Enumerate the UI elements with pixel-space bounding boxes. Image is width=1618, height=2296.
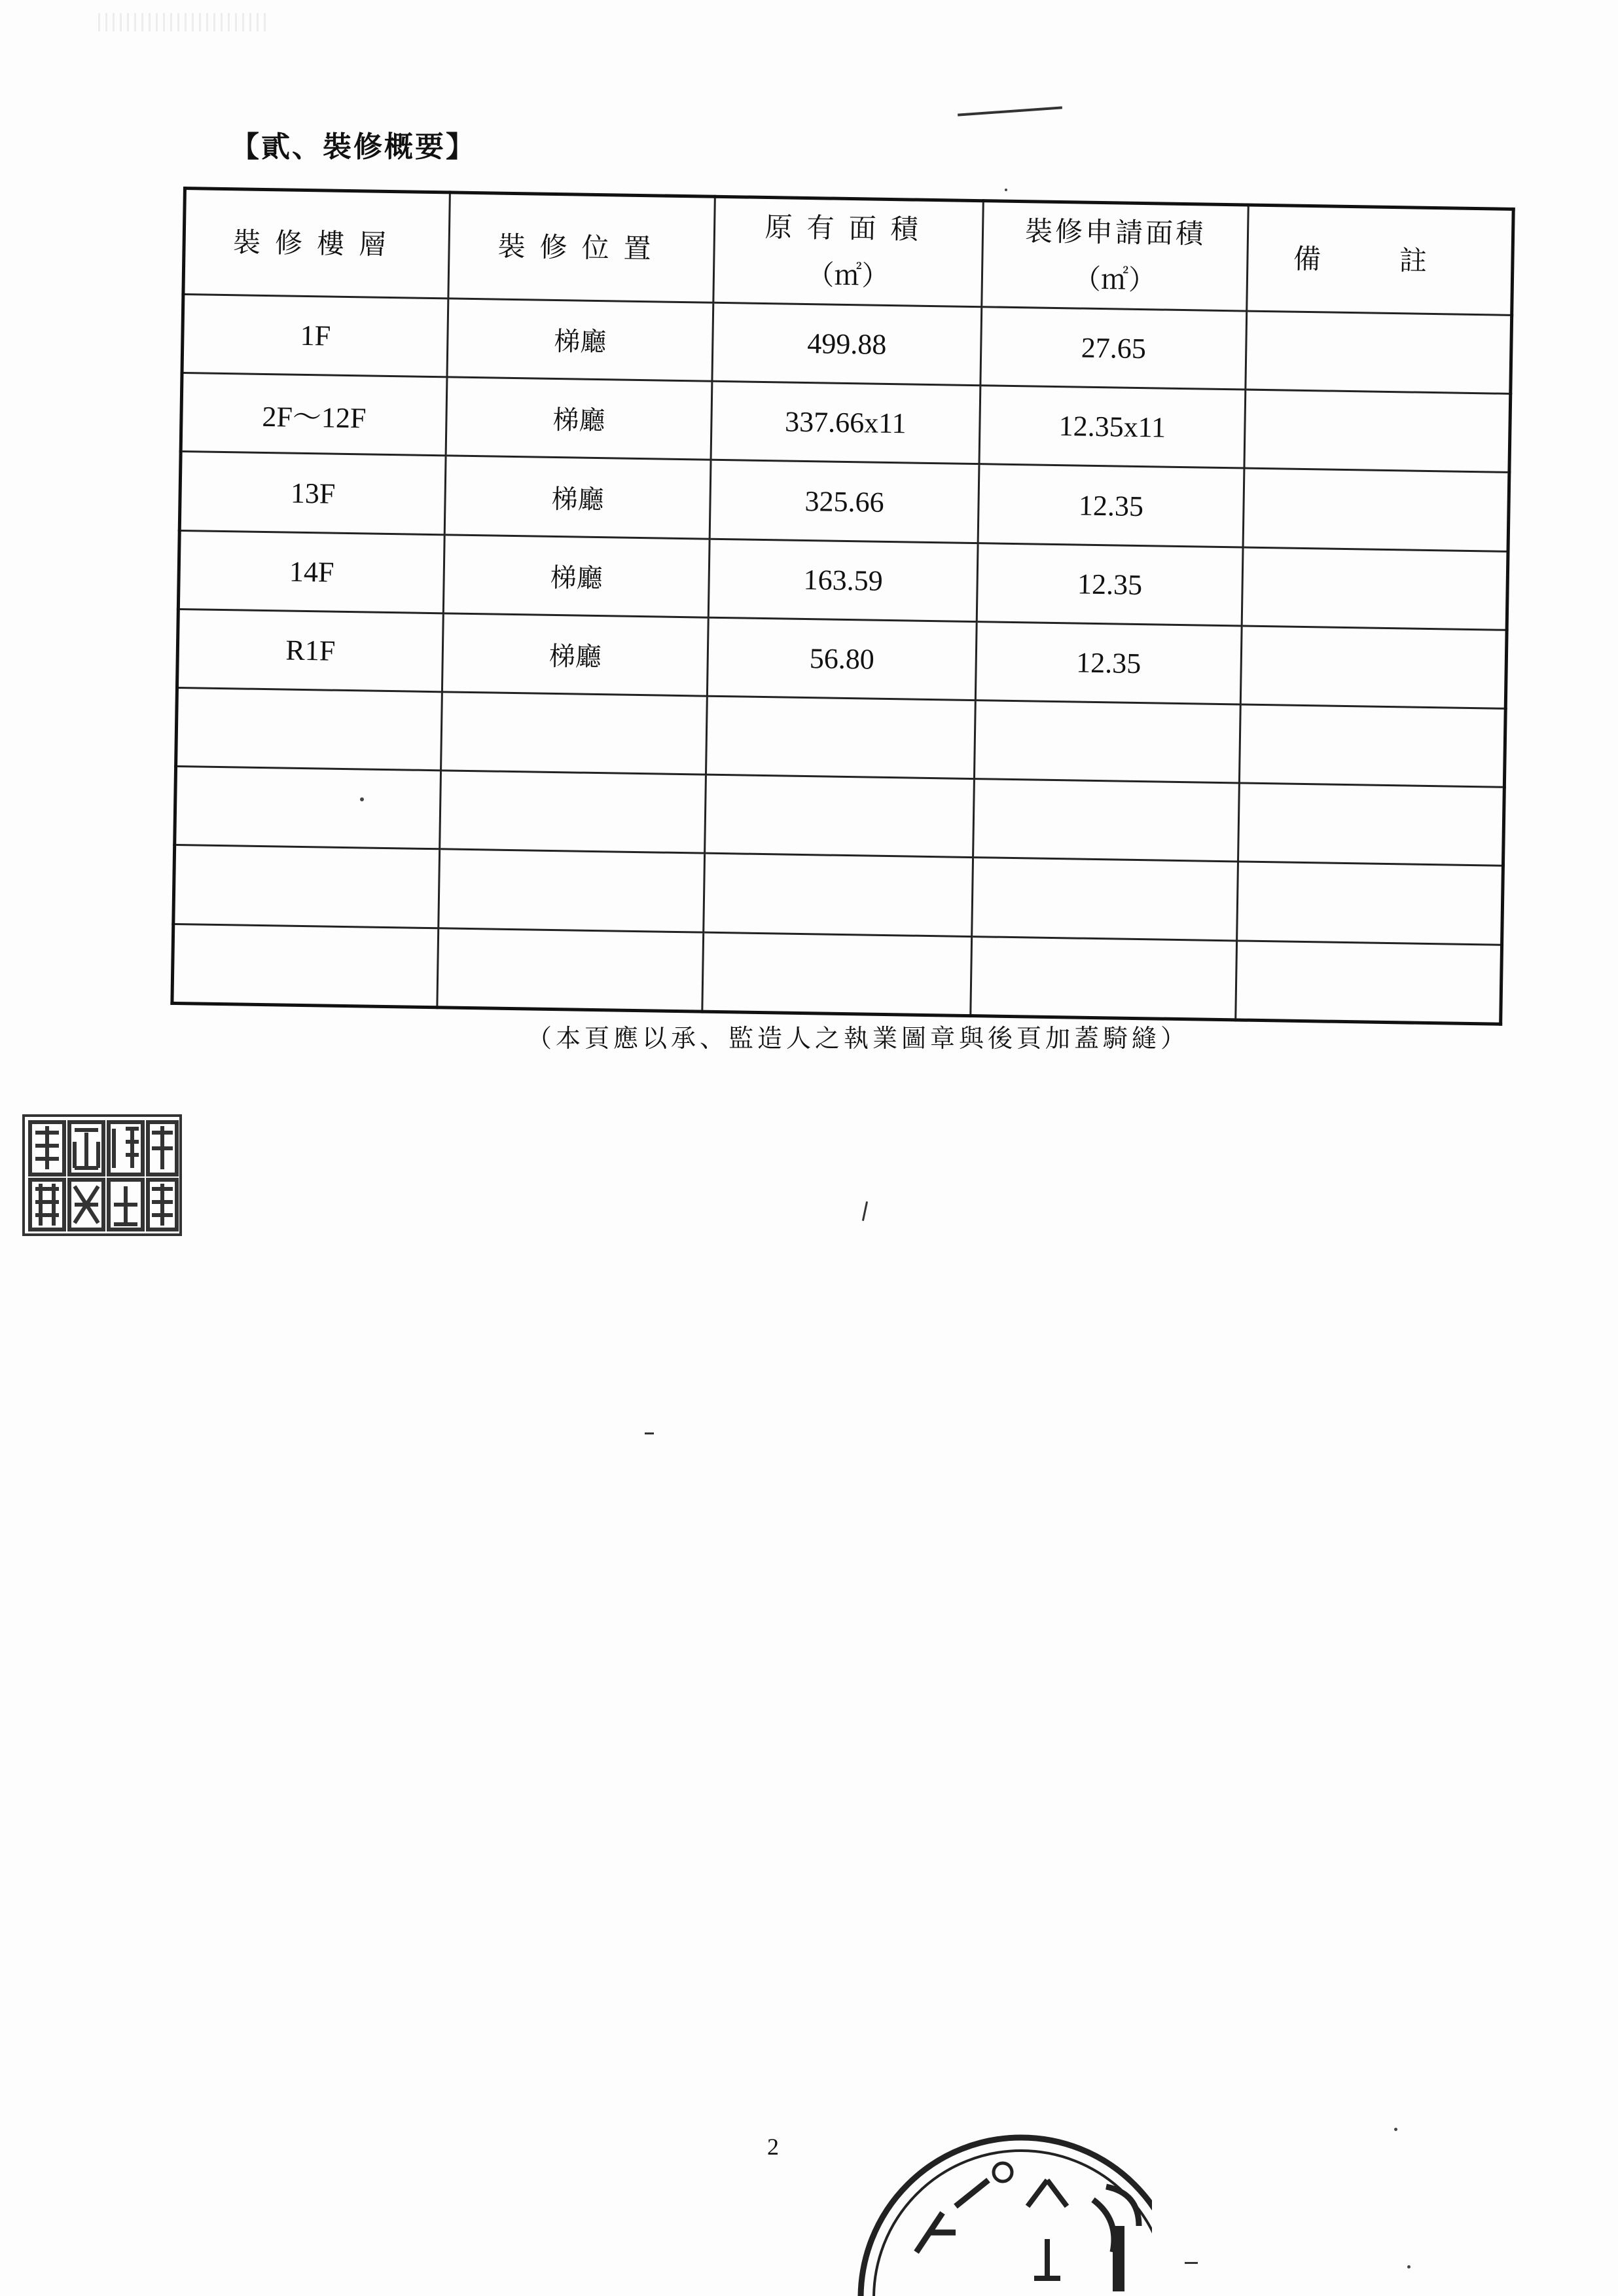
cell-location: 梯廳	[443, 534, 710, 617]
cell-applied-area: 12.35	[978, 464, 1244, 547]
scan-speck	[360, 797, 364, 801]
scan-mark	[1185, 2262, 1198, 2264]
cell-original-area: 56.80	[707, 617, 977, 701]
cell-original-area: 325.66	[710, 460, 979, 543]
header-floor: 裝修樓層	[183, 189, 450, 299]
cell-notes	[1246, 311, 1512, 394]
cell-location	[439, 849, 705, 932]
scan-speck	[1005, 189, 1007, 191]
renovation-summary-table-wrap	[170, 187, 1511, 1026]
cell-notes	[1236, 941, 1502, 1025]
cell-notes	[1238, 783, 1504, 866]
cell-location: 梯廳	[442, 613, 708, 697]
scan-mark	[958, 106, 1062, 116]
cell-original-area	[704, 854, 973, 937]
cell-notes	[1237, 862, 1503, 945]
cell-location: 梯廳	[447, 299, 713, 382]
cell-location	[441, 692, 708, 775]
header-original-area	[713, 196, 983, 306]
cell-applied-area: 12.35	[975, 621, 1242, 704]
cell-applied-area: 27.65	[980, 307, 1247, 390]
header-applied-area-unit: （㎡）	[1073, 263, 1157, 297]
cell-original-area: 499.88	[712, 302, 982, 386]
cell-applied-area	[971, 936, 1237, 1020]
header-notes: 備註	[1247, 205, 1513, 315]
section-heading: 【貳、裝修概要】	[230, 130, 476, 164]
seal-footnote: （本頁應以承、監造人之執業圖章與後頁加蓋騎縫）	[526, 1024, 1189, 1053]
scan-speck	[1394, 2128, 1397, 2131]
cell-applied-area	[972, 858, 1238, 941]
header-original-area-label: 原有面積	[764, 210, 933, 246]
cell-floor: 2F～12F	[181, 373, 447, 456]
cell-original-area	[702, 932, 972, 1016]
cell-floor: R1F	[177, 609, 443, 692]
cell-floor: 13F	[179, 452, 446, 535]
table-body	[172, 295, 1512, 1025]
cell-applied-area: 12.35x11	[979, 386, 1246, 469]
cell-floor	[176, 687, 442, 771]
cell-location	[440, 771, 706, 854]
scan-mark	[862, 1201, 868, 1221]
cell-original-area: 337.66x11	[711, 381, 980, 464]
header-location: 裝修位置	[448, 192, 715, 302]
cell-applied-area	[973, 779, 1240, 862]
header-original-area-unit: （㎡）	[806, 258, 890, 292]
renovation-summary-table	[170, 187, 1515, 1026]
header-applied-area-label: 裝修申請面積	[1024, 215, 1206, 250]
cell-notes	[1239, 704, 1505, 788]
scan-noise	[98, 13, 268, 31]
cell-location	[437, 928, 704, 1011]
square-seal-stamp-icon	[21, 1113, 183, 1237]
cell-location: 梯廳	[446, 377, 712, 460]
cell-location: 梯廳	[444, 456, 711, 539]
cell-floor	[175, 767, 441, 850]
header-applied-area	[982, 201, 1248, 311]
scan-mark	[645, 1432, 654, 1434]
cell-floor: 14F	[178, 530, 444, 613]
cell-floor	[173, 845, 440, 928]
cell-floor: 1F	[182, 295, 448, 378]
cell-notes	[1240, 626, 1507, 709]
cell-original-area: 163.59	[708, 539, 978, 622]
cell-notes	[1243, 468, 1509, 551]
cell-original-area	[706, 696, 975, 779]
scan-speck	[1407, 2265, 1411, 2269]
round-official-seal-stamp-icon	[851, 2082, 1152, 2296]
cell-notes	[1244, 390, 1511, 473]
table-header-row	[183, 189, 1513, 316]
cell-notes	[1242, 547, 1508, 630]
page-number: 2	[767, 2134, 779, 2160]
cell-applied-area	[974, 701, 1240, 784]
cell-applied-area: 12.35	[977, 543, 1243, 626]
cell-original-area	[705, 774, 975, 858]
cell-floor	[172, 924, 439, 1008]
